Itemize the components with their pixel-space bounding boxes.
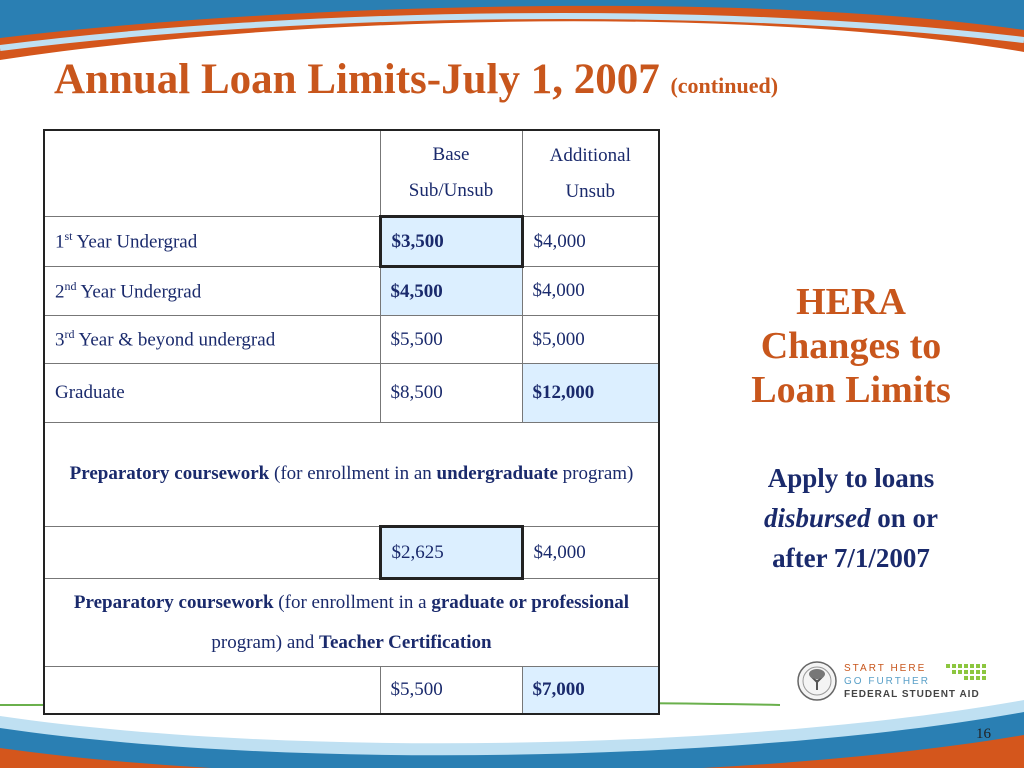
table-header-row xyxy=(44,130,659,217)
table-row xyxy=(44,316,659,364)
row-label: 2nd Year Undergrad xyxy=(44,267,380,316)
federal-student-aid-logo xyxy=(796,660,996,704)
hera-heading: HERA Changes to Loan Limits xyxy=(751,281,951,411)
row-label-empty xyxy=(44,667,380,715)
logo-grid-icon xyxy=(944,662,990,688)
table-row xyxy=(44,364,659,423)
prep-undergrad-heading-row xyxy=(44,423,659,527)
logo-text: START HERE GO FURTHER FEDERAL STUDENT AID xyxy=(844,663,980,700)
page-number: 16 xyxy=(976,726,991,742)
title-suffix: (continued) xyxy=(670,73,779,98)
base-amount: $5,500 xyxy=(380,667,522,715)
table-row xyxy=(44,667,659,715)
prep-undergrad-description: Preparatory coursework (for enrollment in an undergraduate program) xyxy=(44,423,659,527)
header-empty-cell xyxy=(44,130,380,217)
title-main: Annual Loan Limits-July 1, 2007 xyxy=(54,56,660,103)
additional-amount: $7,000 xyxy=(522,667,659,715)
base-amount: $4,500 xyxy=(380,267,522,316)
loan-limits-table xyxy=(43,129,660,715)
row-label: 1st Year Undergrad xyxy=(44,217,380,267)
prep-graduate-heading-row xyxy=(44,579,659,667)
header-base-sub-unsub: Base Sub/Unsub xyxy=(380,130,522,217)
hera-note: Apply to loans disbursed on or after 7/1/2007 xyxy=(763,463,939,573)
additional-amount: $12,000 xyxy=(522,364,659,423)
table-row xyxy=(44,267,659,316)
table-row xyxy=(44,527,659,579)
additional-amount: $5,000 xyxy=(522,316,659,364)
base-amount: $2,625 xyxy=(380,527,522,579)
row-label-empty xyxy=(44,527,380,579)
base-amount: $8,500 xyxy=(380,364,522,423)
row-label: 3rd Year & beyond undergrad xyxy=(44,316,380,364)
header-additional-unsub: Additional Unsub xyxy=(522,130,659,217)
prep-graduate-description: Preparatory coursework (for enrollment in a graduate or professional program) and Teacher Certification xyxy=(44,579,659,667)
base-amount: $5,500 xyxy=(380,316,522,364)
slide-title xyxy=(54,58,778,101)
department-seal-icon xyxy=(796,660,838,702)
table-row xyxy=(44,217,659,267)
additional-amount: $4,000 xyxy=(522,217,659,267)
row-label: Graduate xyxy=(44,364,380,423)
base-amount: $3,500 xyxy=(380,217,522,267)
additional-amount: $4,000 xyxy=(522,267,659,316)
additional-amount: $4,000 xyxy=(522,527,659,579)
